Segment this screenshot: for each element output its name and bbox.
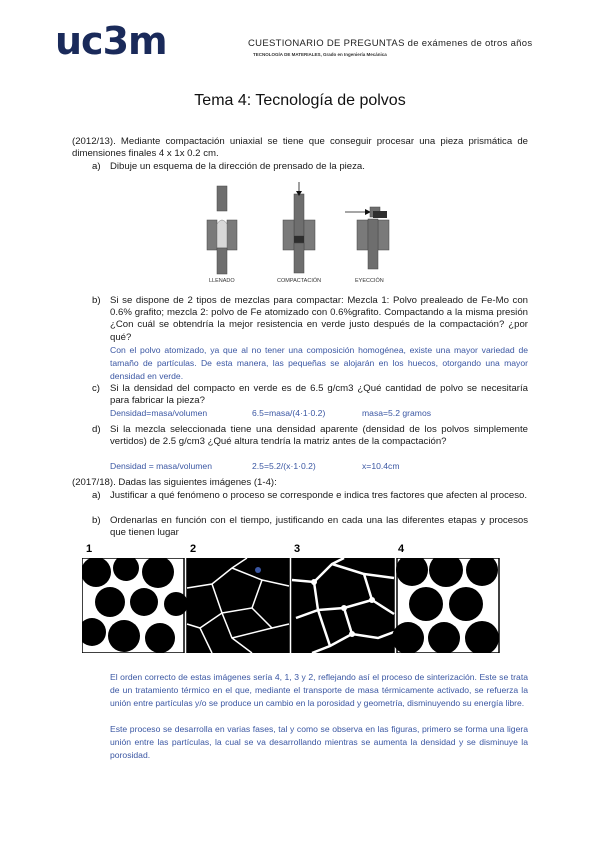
q2-answer-p2: Este proceso se desarrolla en varias fases, tal y como se observa en las figuras, primero se forma una ligera unión entre las partículas, la cual se va desarrollando mientras se aumenta la densidad y se disminuye la porosidad. xyxy=(110,724,528,760)
q2-intro: (2017/18). Dadas las siguientes imágenes (1-4): xyxy=(72,477,277,488)
image-number-4: 4 xyxy=(398,543,405,555)
q2-a-text: Justificar a qué fenómeno o proceso se corresponde e indica tres factores que afecten al proceso. xyxy=(110,490,528,501)
q1-c-answer-1: Densidad=masa/volumen xyxy=(110,408,208,418)
image-number-1: 1 xyxy=(86,543,93,555)
label-llenado: LLENADO xyxy=(209,278,235,284)
label-eyeccion: EYECCIÓN xyxy=(355,278,384,284)
sintering-image-2 xyxy=(187,558,289,653)
q2-a-label: a) xyxy=(92,490,101,501)
image-number-2: 2 xyxy=(190,543,197,555)
q2-answer-p1: El orden correcto de estas imágenes sería 4, 1, 3 y 2, reflejando así el proceso de sinterización. Este se trata de un tratamiento térmico en el que, mediante el transporte de masa térmicamente activado, se refuerza la unión entre partículas y/o se produce un cambio en la porosidad y geometría, disminuyendo su energía libre. xyxy=(110,672,528,708)
q1-c-text: Si la densidad del compacto en verde es de 6.5 g/cm3 ¿Qué cantidad de polvo se necesitaría para fabricar la pieza? xyxy=(110,383,528,407)
sintering-image-1 xyxy=(82,558,188,653)
q1-b-text: Si se dispone de 2 tipos de mezclas para compactar: Mezcla 1: Polvo prealeado de Fe-Mo con 0.6% grafito; mezcla 2: polvo de Fe atomizado con 0.6%grafito. Compactando a la misma presión ¿Con cuál se obtendría la mejor resistencia en verde justo después de la compactación? ¿por qué? xyxy=(110,295,528,343)
q1-a-text: Dibuje un esquema de la dirección de prensado de la pieza. xyxy=(110,161,365,172)
q1-b-answer: Con el polvo atomizado, ya que al no tener una composición homogénea, existe una mayor variedad de tamaño de partículas. De esta manera, las pequeñas se alojarán en los huecos, otorgando una mayor densidad en verde. xyxy=(110,345,528,381)
q1-d-answer-3: x=10.4cm xyxy=(362,461,400,471)
image-number-3: 3 xyxy=(294,543,301,555)
sintering-image-3 xyxy=(292,558,394,653)
sintering-image-4 xyxy=(392,558,499,653)
sintering-images xyxy=(82,558,502,653)
q2-b-text: Ordenarlas en función con el tiempo, justificando en cada una las diferentes etapas y procesos que tienen lugar xyxy=(110,515,528,539)
compaction-figure xyxy=(205,182,405,290)
q1-c-label: c) xyxy=(92,383,100,394)
page-title: Tema 4: Tecnología de polvos xyxy=(194,92,406,109)
q1-c-answer-2: 6.5=masa/(4·1·0.2) xyxy=(252,408,326,418)
q1-b-label: b) xyxy=(92,295,101,306)
q1-d-label: d) xyxy=(92,424,101,435)
q1-d-answer-2: 2.5=5.2/(x·1·0.2) xyxy=(252,461,316,471)
q2-b-label: b) xyxy=(92,515,101,526)
q1-c-answer-3: masa=5.2 gramos xyxy=(362,408,432,418)
compaction-diagram xyxy=(205,182,405,290)
stage-llenado xyxy=(207,186,237,274)
uc3m-logo: uc3m xyxy=(55,19,167,63)
q1-a-label: a) xyxy=(92,161,101,172)
stage-eyeccion xyxy=(345,207,389,269)
label-compactacion: COMPACTACIÓN xyxy=(277,278,322,284)
stage-compactacion xyxy=(283,182,315,273)
q1-d-answer-1: Densidad = masa/volumen xyxy=(110,461,212,471)
header-title: CUESTIONARIO DE PREGUNTAS de exámenes de otros años xyxy=(248,38,533,49)
q1-intro: (2012/13). Mediante compactación uniaxial se tiene que conseguir procesar una pieza prismática de dimensiones finales 4 x 1x 0.2 cm. xyxy=(72,136,528,160)
header-subtitle: TECNOLOGÍA DE MATERIALES, Grado en Ingeniería Mecánica xyxy=(253,52,387,57)
q1-d-text: Si la mezcla seleccionada tiene una densidad aparente (densidad de los polvos simplemente vertidos) de 2.5 g/cm3 ¿Qué altura tendría la matriz antes de la compactación? xyxy=(110,424,528,448)
